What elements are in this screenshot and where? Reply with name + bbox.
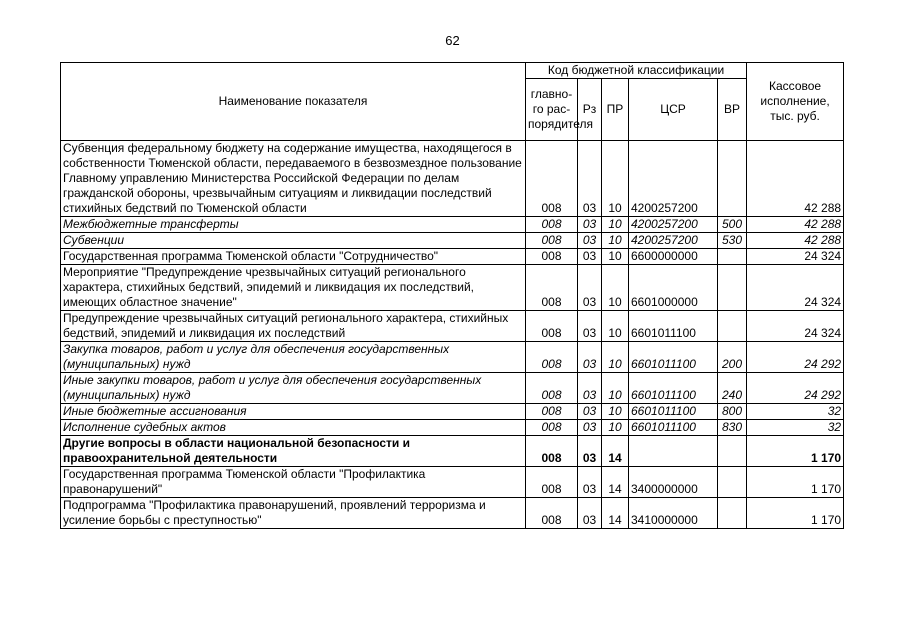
cell-amount: 24 324 bbox=[747, 311, 844, 342]
cell-pr: 10 bbox=[602, 265, 629, 311]
cell-admin: 008 bbox=[526, 404, 578, 420]
cell-name: Предупреждение чрезвычайных ситуаций регионального характера, стихийных бедствий, эпидемий и ликвидация их последствий bbox=[61, 311, 526, 342]
table-row bbox=[61, 498, 844, 529]
cell-admin: 008 bbox=[526, 233, 578, 249]
table-row bbox=[61, 373, 844, 404]
cell-name: Межбюджетные трансферты bbox=[61, 217, 526, 233]
table-row bbox=[61, 342, 844, 373]
cell-rz: 03 bbox=[578, 498, 602, 529]
cell-name: Субвенции bbox=[61, 233, 526, 249]
page-number: 62 bbox=[445, 33, 460, 48]
cell-admin: 008 bbox=[526, 265, 578, 311]
cell-vr: 500 bbox=[718, 217, 747, 233]
cell-admin: 008 bbox=[526, 436, 578, 467]
cell-csr: 3410000000 bbox=[629, 498, 718, 529]
cell-rz: 03 bbox=[578, 265, 602, 311]
cell-rz: 03 bbox=[578, 233, 602, 249]
cell-name: Субвенция федеральному бюджету на содержание имущества, находящегося в собственности Тюменской области, передаваемого в безвозмездное пользование Главному управлению Министерства Российской Федерации по делам гражданской обороны, чрезвычайным ситуациям и ликвидации последствий стихийных бедствий по Тюменской области bbox=[61, 141, 526, 217]
cell-csr: 4200257200 bbox=[629, 217, 718, 233]
cell-vr: 200 bbox=[718, 342, 747, 373]
cell-name: Иные закупки товаров, работ и услуг для обеспечения государственных (муниципальных) нужд bbox=[61, 373, 526, 404]
cell-vr bbox=[718, 436, 747, 467]
cell-csr: 6601011100 bbox=[629, 373, 718, 404]
cell-pr: 10 bbox=[602, 141, 629, 217]
cell-pr: 10 bbox=[602, 249, 629, 265]
cell-admin: 008 bbox=[526, 141, 578, 217]
cell-admin: 008 bbox=[526, 311, 578, 342]
table-body bbox=[61, 141, 844, 529]
cell-vr bbox=[718, 249, 747, 265]
cell-name: Государственная программа Тюменской области "Сотрудничество" bbox=[61, 249, 526, 265]
header-csr: ЦСР bbox=[629, 79, 718, 141]
cell-rz: 03 bbox=[578, 420, 602, 436]
cell-rz: 03 bbox=[578, 217, 602, 233]
cell-pr: 14 bbox=[602, 467, 629, 498]
cell-rz: 03 bbox=[578, 311, 602, 342]
cell-pr: 10 bbox=[602, 373, 629, 404]
cell-csr: 3400000000 bbox=[629, 467, 718, 498]
cell-admin: 008 bbox=[526, 249, 578, 265]
cell-csr: 6600000000 bbox=[629, 249, 718, 265]
cell-rz: 03 bbox=[578, 467, 602, 498]
table-row bbox=[61, 467, 844, 498]
cell-amount: 24 292 bbox=[747, 373, 844, 404]
cell-pr: 14 bbox=[602, 498, 629, 529]
cell-vr bbox=[718, 265, 747, 311]
table-header bbox=[61, 63, 844, 141]
cell-amount: 42 288 bbox=[747, 217, 844, 233]
cell-csr bbox=[629, 436, 718, 467]
cell-vr: 800 bbox=[718, 404, 747, 420]
cell-pr: 10 bbox=[602, 217, 629, 233]
cell-amount: 1 170 bbox=[747, 436, 844, 467]
cell-vr: 240 bbox=[718, 373, 747, 404]
cell-rz: 03 bbox=[578, 141, 602, 217]
header-vr: ВР bbox=[718, 79, 747, 141]
cell-name: Иные бюджетные ассигнования bbox=[61, 404, 526, 420]
cell-name: Мероприятие "Предупреждение чрезвычайных ситуаций регионального характера, стихийных бедствий, эпидемий и ликвидация их последствий, имеющих областное значение" bbox=[61, 265, 526, 311]
table-row bbox=[61, 265, 844, 311]
cell-pr: 10 bbox=[602, 420, 629, 436]
cell-admin: 008 bbox=[526, 342, 578, 373]
cell-amount: 1 170 bbox=[747, 498, 844, 529]
cell-vr bbox=[718, 311, 747, 342]
cell-pr: 10 bbox=[602, 233, 629, 249]
cell-rz: 03 bbox=[578, 373, 602, 404]
cell-name: Закупка товаров, работ и услуг для обеспечения государственных (муниципальных) нужд bbox=[61, 342, 526, 373]
cell-pr: 10 bbox=[602, 404, 629, 420]
table-row bbox=[61, 420, 844, 436]
cell-csr: 6601011100 bbox=[629, 342, 718, 373]
cell-csr: 6601011100 bbox=[629, 420, 718, 436]
table-row bbox=[61, 141, 844, 217]
cell-admin: 008 bbox=[526, 217, 578, 233]
cell-pr: 14 bbox=[602, 436, 629, 467]
cell-rz: 03 bbox=[578, 436, 602, 467]
cell-csr: 4200257200 bbox=[629, 141, 718, 217]
cell-amount: 32 bbox=[747, 404, 844, 420]
cell-pr: 10 bbox=[602, 311, 629, 342]
table-row bbox=[61, 404, 844, 420]
cell-amount: 24 324 bbox=[747, 249, 844, 265]
cell-vr: 530 bbox=[718, 233, 747, 249]
header-admin: главно-го рас-порядителя bbox=[526, 79, 578, 141]
budget-table bbox=[60, 62, 844, 529]
cell-rz: 03 bbox=[578, 249, 602, 265]
header-classification-group: Код бюджетной классификации bbox=[526, 63, 747, 79]
cell-admin: 008 bbox=[526, 420, 578, 436]
header-pr: ПР bbox=[602, 79, 629, 141]
cell-csr: 4200257200 bbox=[629, 233, 718, 249]
cell-name: Исполнение судебных актов bbox=[61, 420, 526, 436]
cell-admin: 008 bbox=[526, 373, 578, 404]
cell-vr: 830 bbox=[718, 420, 747, 436]
cell-name: Другие вопросы в области национальной безопасности и правоохранительной деятельности bbox=[61, 436, 526, 467]
cell-name: Подпрограмма "Профилактика правонарушений, проявлений терроризма и усиление борьбы с преступностью" bbox=[61, 498, 526, 529]
cell-name: Государственная программа Тюменской области "Профилактика правонарушений" bbox=[61, 467, 526, 498]
cell-rz: 03 bbox=[578, 342, 602, 373]
cell-amount: 32 bbox=[747, 420, 844, 436]
table-row bbox=[61, 217, 844, 233]
header-amount: Кассовое исполнение, тыс. руб. bbox=[747, 63, 844, 141]
cell-amount: 24 292 bbox=[747, 342, 844, 373]
cell-vr bbox=[718, 141, 747, 217]
cell-amount: 1 170 bbox=[747, 467, 844, 498]
cell-amount: 42 288 bbox=[747, 141, 844, 217]
cell-pr: 10 bbox=[602, 342, 629, 373]
table-row bbox=[61, 311, 844, 342]
cell-csr: 6601011100 bbox=[629, 404, 718, 420]
header-rz: Рз bbox=[578, 79, 602, 141]
header-name: Наименование показателя bbox=[61, 63, 526, 141]
cell-vr bbox=[718, 498, 747, 529]
table-row bbox=[61, 249, 844, 265]
cell-vr bbox=[718, 467, 747, 498]
cell-csr: 6601000000 bbox=[629, 265, 718, 311]
cell-admin: 008 bbox=[526, 498, 578, 529]
cell-rz: 03 bbox=[578, 404, 602, 420]
cell-amount: 42 288 bbox=[747, 233, 844, 249]
cell-csr: 6601011100 bbox=[629, 311, 718, 342]
cell-amount: 24 324 bbox=[747, 265, 844, 311]
cell-admin: 008 bbox=[526, 467, 578, 498]
table-row bbox=[61, 436, 844, 467]
table-row bbox=[61, 233, 844, 249]
